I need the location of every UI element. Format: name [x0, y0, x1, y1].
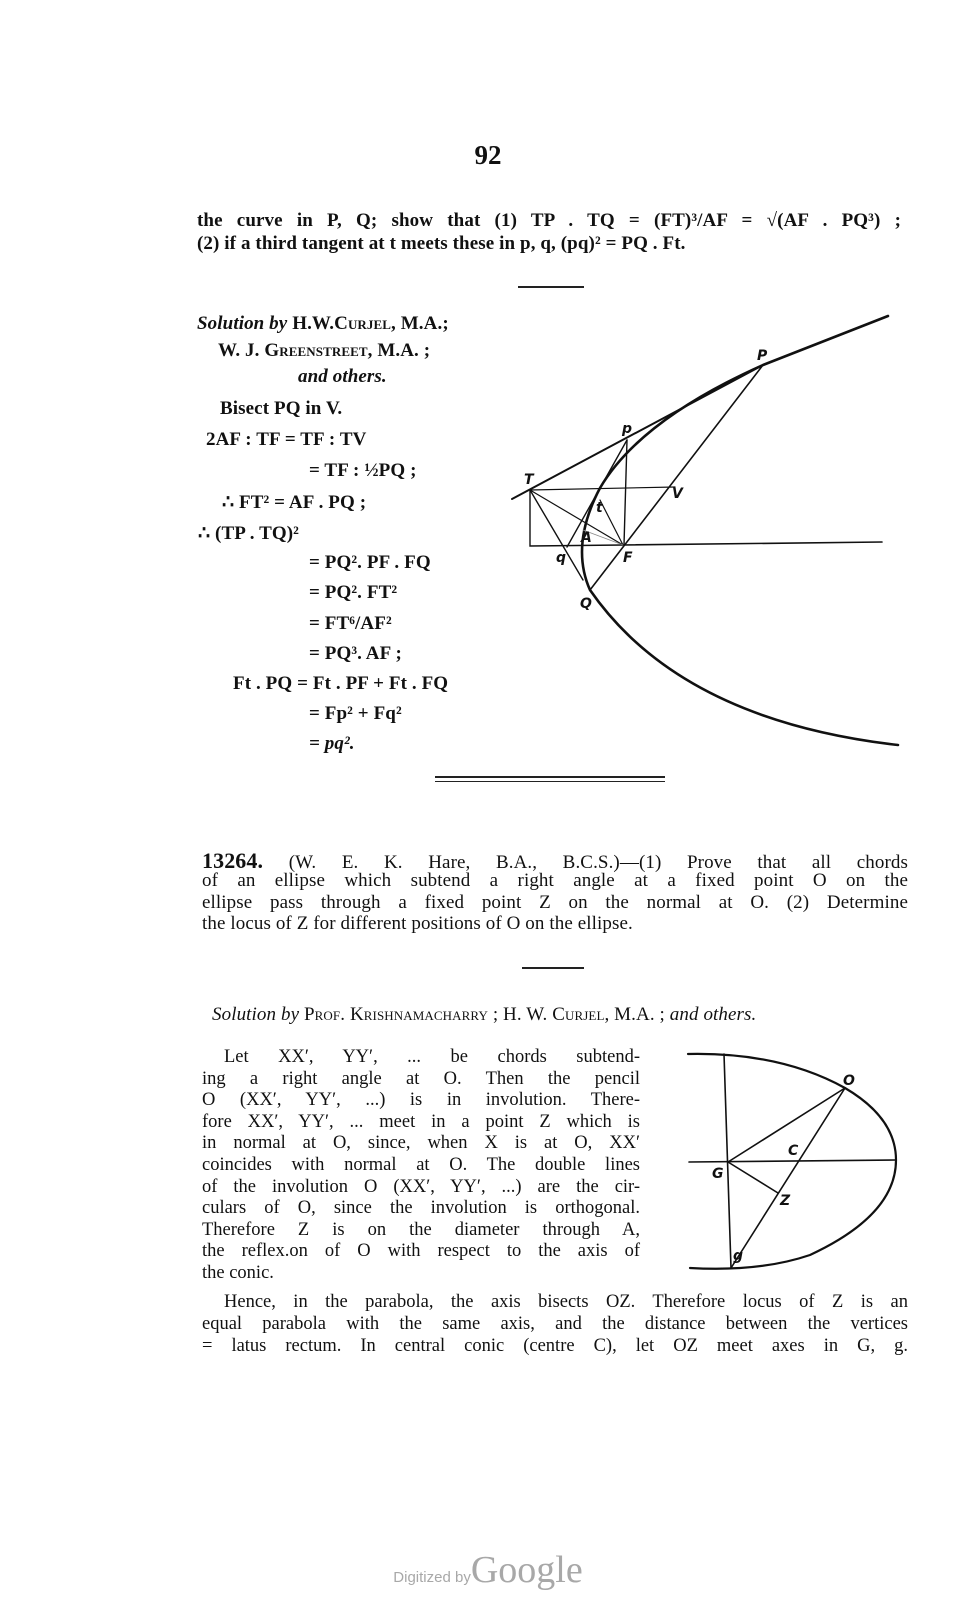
label-g: g — [733, 1248, 744, 1264]
google-logo: Google — [470, 1549, 583, 1591]
label-P: P — [757, 348, 768, 364]
solution-by-label: Solution by — [197, 313, 288, 334]
problem-line-3: ellipse pass through a fixed point Z on the normal at O. (2) Determine — [202, 892, 908, 913]
intro-line-2: (2) if a third tangent at t meets these in p, q, (pq)² = PQ . Ft. — [197, 233, 686, 254]
derivation-line: = Fp² + Fq² — [309, 703, 402, 724]
solution2-para2: Hence, in the parabola, the axis bisects OZ. Therefore locus of Z is an equal parabola with the same axis, and the distance between the vertices = latus rectum. In central conic (centre C), let OZ meet axes in G, g. — [202, 1292, 908, 1356]
author-greenstreet: W. J. Greenstreet, M.A. ; — [218, 340, 431, 361]
derivation-line: ∴ (TP . TQ)² — [198, 523, 299, 544]
solution2-para1: Let XX′, YY′, ... be chords subtend- ing a right angle at O. Then the pencil O (XX′, YY′, ...) is in involution. There- fore XX′, YY′, ... meet in a point Z which is in normal at O, since, when X is at O, XX′ coincides with normal at O. The double lines of the involution O (XX′, YY′, ...) are the cir- culars of O, since the involution is orthogonal. Therefore Z is on the diameter through A, the reflex.on of O with respect to the axis of the conic. — [202, 1047, 640, 1283]
intro-line-1: the curve in P, Q; show that (1) TP . TQ = (FT)³/AF = √(AF . PQ³) ; — [197, 210, 901, 231]
derivation-line: = PQ³. AF ; — [309, 643, 402, 664]
problem-line-1: 13264. (W. E. K. Hare, B.A., B.C.S.)—(1) Prove that all chords — [202, 848, 908, 873]
and-others: and others. — [298, 366, 387, 387]
and-others: and others. — [669, 1004, 757, 1025]
problem-number: 13264. — [202, 848, 264, 873]
major-axis — [689, 1160, 896, 1162]
label-O: O — [843, 1073, 855, 1089]
label-Q: Q — [580, 596, 592, 612]
label-C: C — [788, 1143, 799, 1159]
author-curjel: H.W.Curjel, M.A.; — [292, 313, 449, 334]
problem-line-2: of an ellipse which subtend a right angle at a fixed point O on the — [202, 870, 908, 891]
label-t: t — [596, 500, 603, 516]
label-G: G — [712, 1166, 724, 1182]
problem-line-4: the locus of Z for different positions of O on the ellipse. — [202, 913, 633, 934]
solution-by-label: Solution by — [212, 1004, 300, 1025]
label-V: V — [672, 486, 683, 502]
line-Og — [731, 1088, 845, 1268]
label-q: q — [556, 550, 567, 566]
derivation-line: 2AF : TF = TF : TV — [206, 429, 367, 450]
derivation-line: Bisect PQ in V. — [220, 398, 343, 419]
line-GZ — [728, 1162, 778, 1193]
derivation-line: = PQ². FT² — [309, 582, 398, 603]
line-OG — [728, 1088, 845, 1162]
digitized-by-google-watermark: Digitized byGoogle — [393, 1549, 583, 1591]
label-Z: Z — [780, 1193, 791, 1209]
label-A: A — [581, 530, 592, 546]
label-F: F — [623, 550, 633, 566]
label-T: T — [524, 472, 534, 488]
solution2-authors: Prof. Krishnamacharry ; H. W. Curjel, M.A. ; — [303, 1004, 665, 1025]
page-number: 92 — [474, 140, 502, 170]
derivation-line: = TF : ½PQ ; — [309, 460, 417, 481]
derivation-line: = pq². — [309, 733, 355, 754]
derivation-line: = PQ². PF . FQ — [309, 552, 431, 573]
label-p: p — [622, 421, 633, 437]
derivation-line: = FT⁶/AF² — [309, 613, 392, 634]
derivation-line: ∴ FT² = AF . PQ ; — [222, 492, 367, 513]
derivation-line: Ft . PQ = Ft . PF + Ft . FQ — [233, 673, 449, 694]
